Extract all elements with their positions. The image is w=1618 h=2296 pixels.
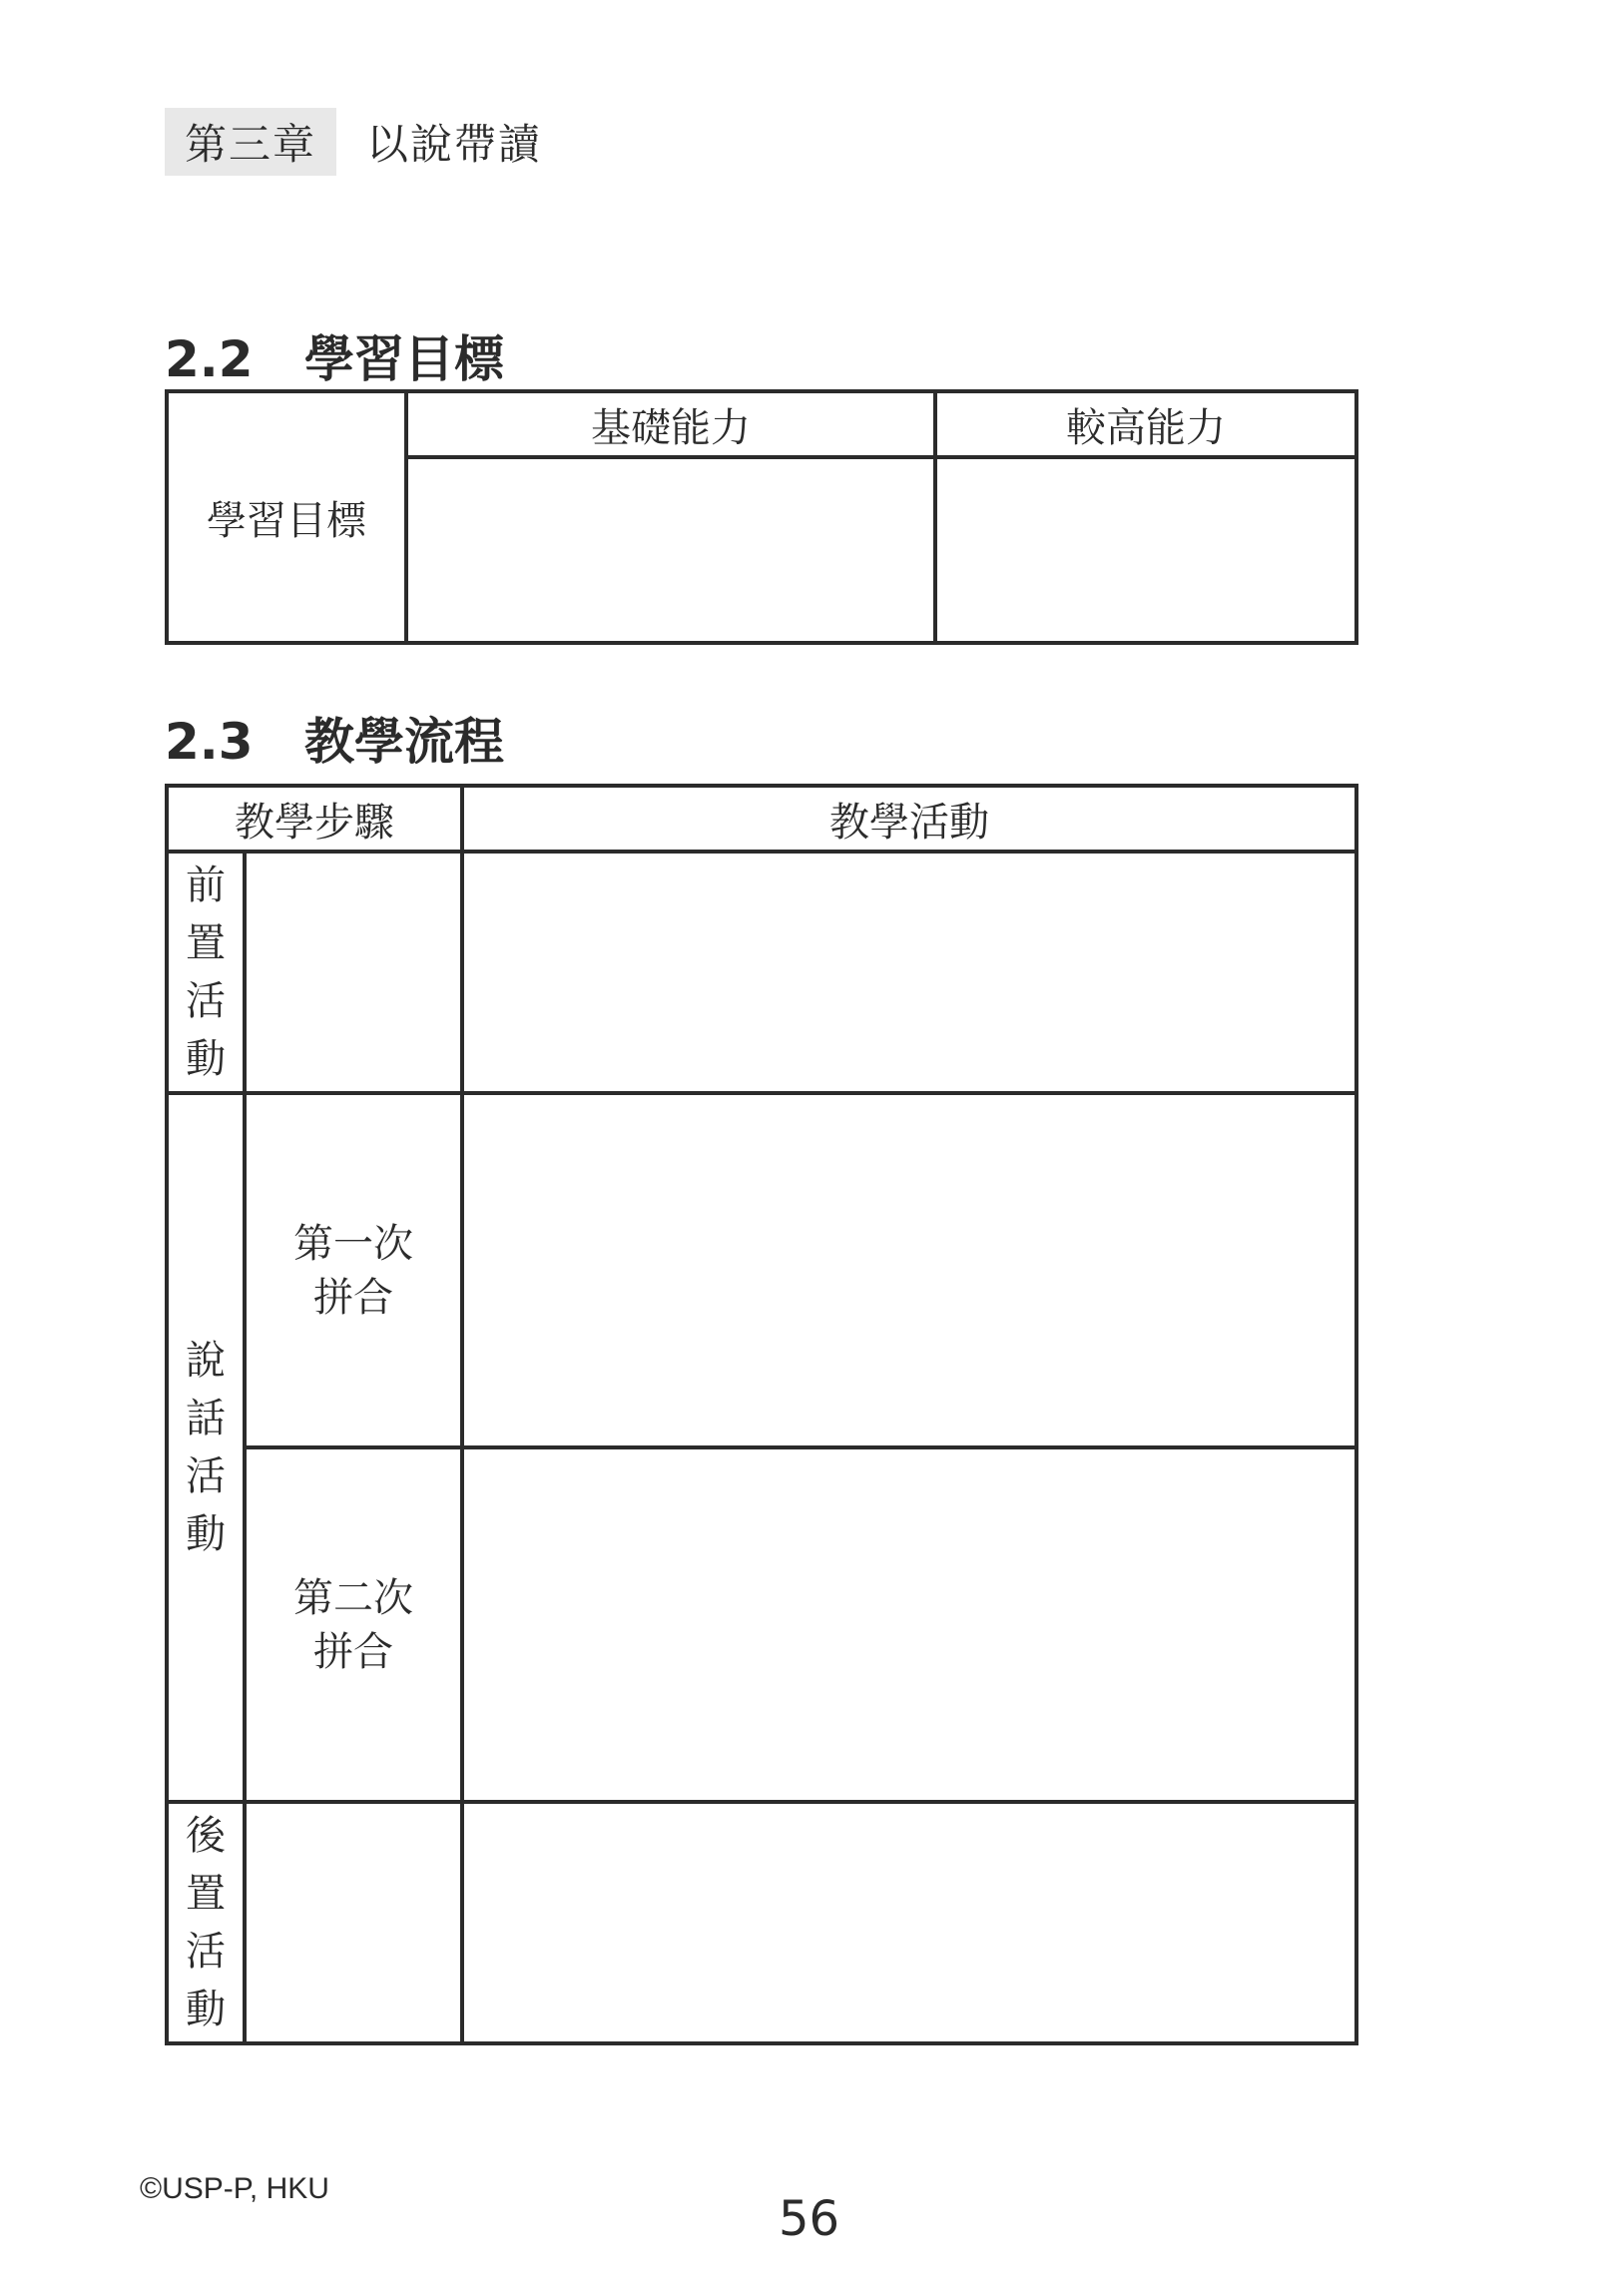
speaking-activity-label: 說 話 活 動: [167, 1093, 245, 1802]
post-activity-step-cell[interactable]: [245, 1802, 462, 2043]
learning-objectives-table: [165, 389, 1358, 645]
chapter-title: 以說帶讀: [366, 120, 543, 169]
chapter-tag: 第三章: [165, 108, 336, 176]
section-title: 教學流程: [304, 713, 504, 771]
col-header-higher: 較高能力: [935, 391, 1356, 457]
col-header-activities: 教學活動: [462, 786, 1356, 852]
section-number: 2.2: [165, 330, 254, 388]
first-jigsaw-content-cell[interactable]: [462, 1093, 1356, 1447]
col-header-steps: 教學步驟: [167, 786, 462, 852]
section-title: 學習目標: [304, 330, 504, 388]
section-number: 2.3: [165, 713, 254, 771]
second-jigsaw-content-cell[interactable]: [462, 1447, 1356, 1802]
chapter-header: [165, 108, 542, 176]
post-activity-label: 後 置 活 動: [167, 1802, 245, 2043]
pre-activity-label: 前 置 活 動: [167, 852, 245, 1093]
teaching-process-table: [165, 784, 1358, 2045]
higher-objective-cell[interactable]: [935, 457, 1356, 643]
col-header-basic: 基礎能力: [406, 391, 935, 457]
copyright-notice: ©USP-P, HKU: [140, 2172, 329, 2205]
first-jigsaw-label: 第一次 拼合: [245, 1093, 462, 1447]
section-heading-2-3: [165, 702, 504, 774]
basic-objective-cell[interactable]: [406, 457, 935, 643]
pre-activity-content-cell[interactable]: [462, 852, 1356, 1093]
pre-activity-step-cell[interactable]: [245, 852, 462, 1093]
objectives-row-label: 學習目標: [167, 391, 406, 643]
section-heading-2-2: [165, 319, 504, 391]
post-activity-content-cell[interactable]: [462, 1802, 1356, 2043]
second-jigsaw-label: 第二次 拼合: [245, 1447, 462, 1802]
page-number: 56: [778, 2191, 840, 2247]
